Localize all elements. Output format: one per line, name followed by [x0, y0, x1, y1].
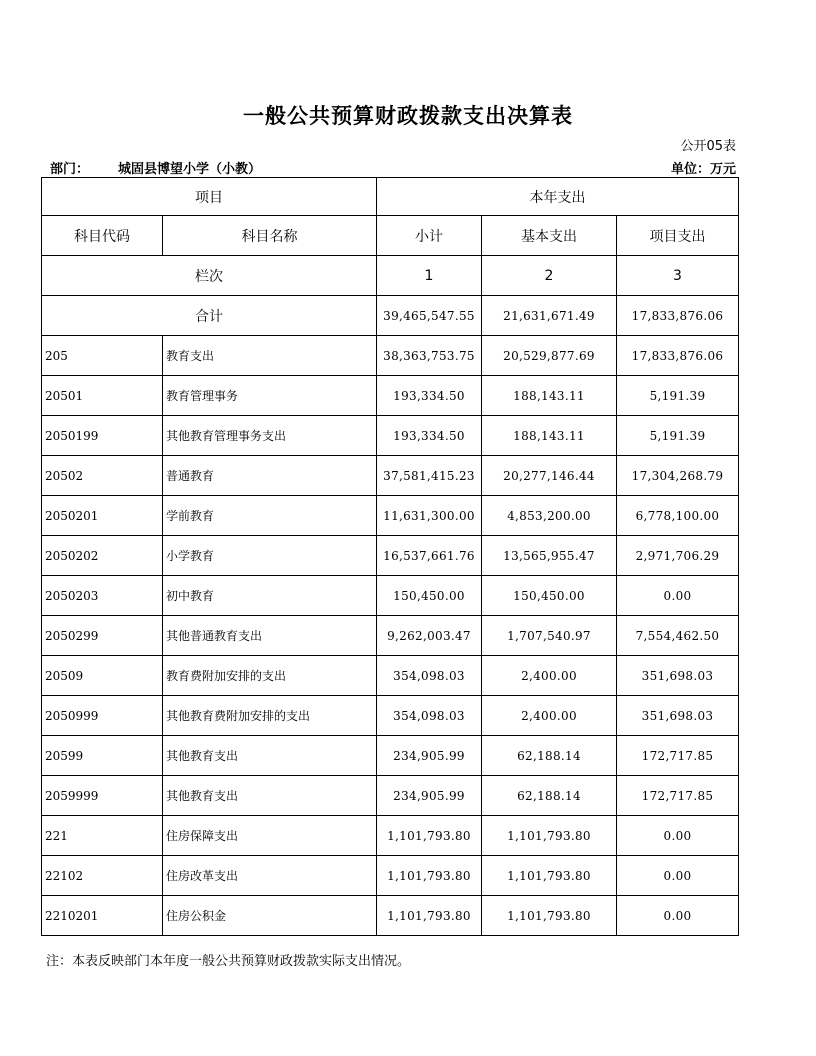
column-index-2: 2 [482, 256, 617, 296]
row-project: 172,717.85 [617, 776, 739, 816]
row-code: 2050201 [42, 496, 163, 536]
column-index-3: 3 [617, 256, 739, 296]
row-basic: 188,143.11 [482, 416, 617, 456]
row-name: 住房保障支出 [163, 816, 377, 856]
row-basic: 20,277,146.44 [482, 456, 617, 496]
row-code: 20599 [42, 736, 163, 776]
row-subtotal: 9,262,003.47 [377, 616, 482, 656]
row-basic: 4,853,200.00 [482, 496, 617, 536]
row-project: 351,698.03 [617, 656, 739, 696]
row-project: 351,698.03 [617, 696, 739, 736]
row-code: 20501 [42, 376, 163, 416]
row-subtotal: 234,905.99 [377, 776, 482, 816]
column-index-label: 栏次 [42, 256, 377, 296]
table-row [42, 336, 739, 376]
header-current-year: 本年支出 [377, 178, 739, 216]
row-basic: 1,101,793.80 [482, 856, 617, 896]
row-project: 17,833,876.06 [617, 336, 739, 376]
row-basic: 150,450.00 [482, 576, 617, 616]
row-subtotal: 16,537,661.76 [377, 536, 482, 576]
row-basic: 2,400.00 [482, 656, 617, 696]
row-project: 0.00 [617, 856, 739, 896]
row-subtotal: 354,098.03 [377, 696, 482, 736]
row-code: 2050199 [42, 416, 163, 456]
row-project: 5,191.39 [617, 376, 739, 416]
column-index-1: 1 [377, 256, 482, 296]
row-subtotal: 150,450.00 [377, 576, 482, 616]
row-name: 初中教育 [163, 576, 377, 616]
table-row [42, 576, 739, 616]
row-code: 2210201 [42, 896, 163, 936]
row-code: 205 [42, 336, 163, 376]
row-subtotal: 38,363,753.75 [377, 336, 482, 376]
table-row [42, 496, 739, 536]
row-name: 小学教育 [163, 536, 377, 576]
row-subtotal: 234,905.99 [377, 736, 482, 776]
row-code: 2050299 [42, 616, 163, 656]
row-code: 2050999 [42, 696, 163, 736]
row-name: 普通教育 [163, 456, 377, 496]
row-code: 2050202 [42, 536, 163, 576]
row-name: 教育管理事务 [163, 376, 377, 416]
row-basic: 2,400.00 [482, 696, 617, 736]
table-row [42, 656, 739, 696]
form-code: 公开05表 [680, 139, 736, 154]
total-subtotal: 39,465,547.55 [377, 296, 482, 336]
row-name: 住房改革支出 [163, 856, 377, 896]
row-basic: 62,188.14 [482, 776, 617, 816]
total-basic: 21,631,671.49 [482, 296, 617, 336]
row-basic: 20,529,877.69 [482, 336, 617, 376]
row-basic: 1,707,540.97 [482, 616, 617, 656]
table-row [42, 456, 739, 496]
row-name: 其他教育支出 [163, 736, 377, 776]
table-row [42, 536, 739, 576]
row-name: 教育支出 [163, 336, 377, 376]
row-name: 住房公积金 [163, 896, 377, 936]
row-name: 其他教育支出 [163, 776, 377, 816]
header-name: 科目名称 [163, 216, 377, 256]
row-project: 0.00 [617, 816, 739, 856]
row-code: 2059999 [42, 776, 163, 816]
row-code: 20509 [42, 656, 163, 696]
total-label: 合计 [42, 296, 377, 336]
row-project: 6,778,100.00 [617, 496, 739, 536]
page-title: 一般公共预算财政拨款支出决算表 [243, 104, 573, 128]
expenditure-table [41, 177, 739, 936]
row-basic: 188,143.11 [482, 376, 617, 416]
row-project: 5,191.39 [617, 416, 739, 456]
row-basic: 13,565,955.47 [482, 536, 617, 576]
department-label: 部门： [50, 162, 90, 177]
row-name: 教育费附加安排的支出 [163, 656, 377, 696]
department-name: 城固县博望小学（小教） [118, 162, 262, 177]
header-basic: 基本支出 [482, 216, 617, 256]
row-name: 其他教育费附加安排的支出 [163, 696, 377, 736]
row-project: 7,554,462.50 [617, 616, 739, 656]
row-code: 20502 [42, 456, 163, 496]
row-project: 0.00 [617, 576, 739, 616]
header-code: 科目代码 [42, 216, 163, 256]
table-row [42, 616, 739, 656]
row-subtotal: 37,581,415.23 [377, 456, 482, 496]
unit-label: 单位：万元 [670, 162, 736, 177]
table-row [42, 696, 739, 736]
table-row [42, 376, 739, 416]
row-name: 学前教育 [163, 496, 377, 536]
row-basic: 62,188.14 [482, 736, 617, 776]
header-item: 项目 [42, 178, 377, 216]
row-name: 其他普通教育支出 [163, 616, 377, 656]
row-subtotal: 1,101,793.80 [377, 816, 482, 856]
table-row [42, 896, 739, 936]
row-code: 22102 [42, 856, 163, 896]
row-subtotal: 1,101,793.80 [377, 856, 482, 896]
table-row [42, 416, 739, 456]
table-row [42, 856, 739, 896]
row-project: 172,717.85 [617, 736, 739, 776]
total-project: 17,833,876.06 [617, 296, 739, 336]
row-subtotal: 11,631,300.00 [377, 496, 482, 536]
row-project: 0.00 [617, 896, 739, 936]
row-basic: 1,101,793.80 [482, 816, 617, 856]
table-row [42, 776, 739, 816]
row-subtotal: 354,098.03 [377, 656, 482, 696]
table-row [42, 816, 739, 856]
row-subtotal: 193,334.50 [377, 376, 482, 416]
row-subtotal: 193,334.50 [377, 416, 482, 456]
row-project: 17,304,268.79 [617, 456, 739, 496]
total-row [42, 296, 739, 336]
row-code: 2050203 [42, 576, 163, 616]
row-basic: 1,101,793.80 [482, 896, 617, 936]
footnote: 注：本表反映部门本年度一般公共预算财政拨款实际支出情况。 [46, 954, 411, 969]
row-project: 2,971,706.29 [617, 536, 739, 576]
table-row [42, 736, 739, 776]
row-subtotal: 1,101,793.80 [377, 896, 482, 936]
header-subtotal: 小计 [377, 216, 482, 256]
header-project: 项目支出 [617, 216, 739, 256]
row-name: 其他教育管理事务支出 [163, 416, 377, 456]
row-code: 221 [42, 816, 163, 856]
